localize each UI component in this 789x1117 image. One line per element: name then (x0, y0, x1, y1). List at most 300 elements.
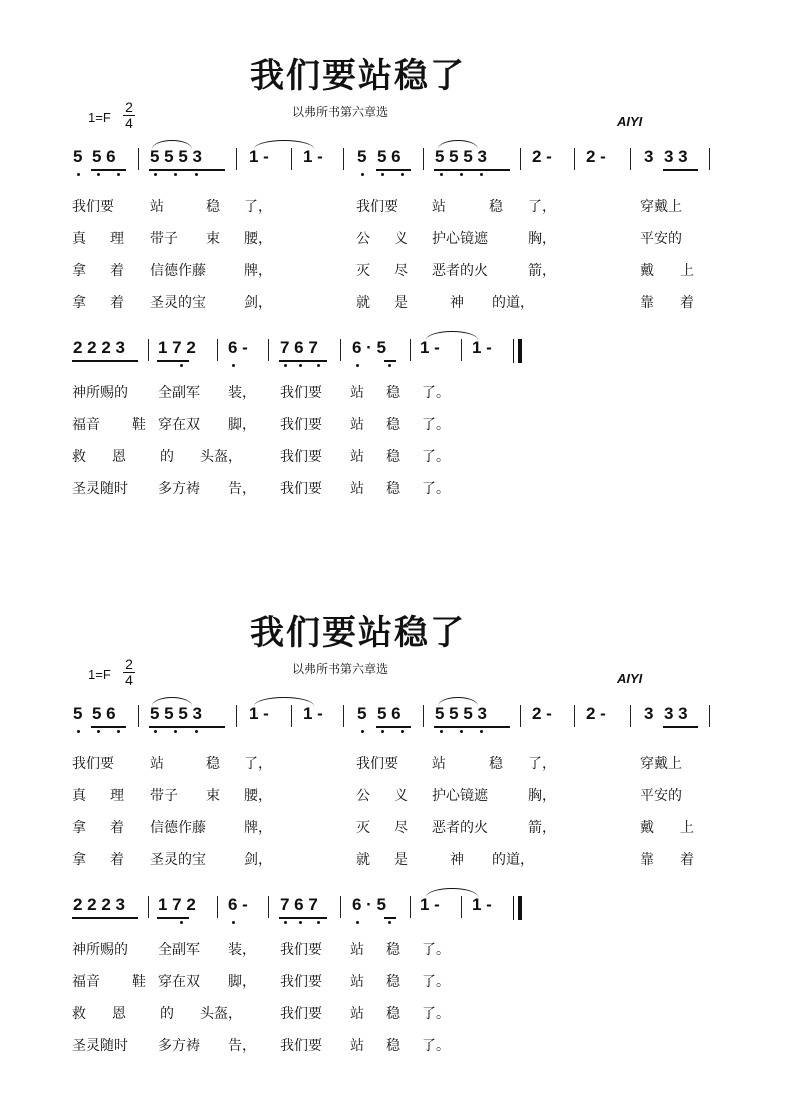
low-dot (154, 173, 157, 176)
barline (236, 148, 237, 170)
low-dot (356, 921, 359, 924)
low-dot (154, 730, 157, 733)
note: 5 (73, 147, 83, 166)
time-signature-top: 2 (125, 99, 133, 115)
lyric: 了， (528, 199, 556, 215)
underline (91, 726, 126, 728)
barline (343, 705, 344, 727)
lyric: 的 (160, 449, 174, 465)
barline (340, 896, 341, 918)
lyric: 圣灵的宝 (150, 852, 206, 868)
lyric: 恩 (112, 1006, 126, 1022)
lyric-line (0, 753, 789, 773)
barline (236, 705, 237, 727)
note-group: 1 - (303, 147, 323, 166)
lyric: 多方祷 (158, 481, 200, 497)
low-dot (388, 921, 391, 924)
lyric-line (0, 228, 789, 248)
lyric-line (0, 196, 789, 216)
low-dot (195, 730, 198, 733)
underline (279, 360, 327, 362)
note-group: 6 - (228, 895, 248, 914)
barline (148, 339, 149, 361)
lyric: 脚， (228, 417, 256, 433)
note-group: 2 - (586, 704, 606, 723)
lyric: 戴 (640, 263, 654, 279)
lyric: 稳 (386, 974, 400, 990)
lyric: 牌， (244, 820, 272, 836)
note-group: 2 - (586, 147, 606, 166)
lyric: 神所赐的 (72, 385, 128, 401)
notation-row-2 (0, 894, 789, 924)
lyric: 束 (206, 231, 220, 247)
lyric: 全副军 (158, 942, 200, 958)
lyric: 装， (228, 385, 256, 401)
underline (157, 917, 189, 919)
lyric: 胸， (528, 231, 556, 247)
lyric: 全副军 (158, 385, 200, 401)
notation-row-2 (0, 337, 789, 367)
lyric: 是 (394, 295, 408, 311)
song-subtitle: 以弗所书第六章选 (292, 105, 389, 119)
lyric: 鞋 (132, 417, 146, 433)
lyric: 就 (356, 295, 370, 311)
underline (157, 360, 189, 362)
lyric: 灭 (356, 820, 370, 836)
low-dot (401, 173, 404, 176)
lyric: 拿 (72, 852, 86, 868)
final-barline-thick (518, 339, 522, 363)
low-dot (480, 173, 483, 176)
lyric: 箭， (528, 263, 556, 279)
song-title: 我们要站稳了 (250, 56, 466, 96)
note-group: 1 7 2 (158, 338, 196, 357)
lyric: 着 (680, 295, 694, 311)
lyric: 信德作藤 (150, 263, 206, 279)
barline (148, 896, 149, 918)
barline (217, 896, 218, 918)
note-group: 5 6 (377, 147, 401, 166)
time-signature-bottom: 4 (125, 115, 133, 131)
barline (461, 339, 462, 361)
underline (384, 917, 396, 919)
lyric: 平安的 (640, 788, 682, 804)
lyric: 护心镜遮 (432, 231, 488, 247)
lyric: 稳 (386, 942, 400, 958)
note-group: 1 - (420, 895, 440, 914)
barline (520, 148, 521, 170)
lyric: 束 (206, 788, 220, 804)
low-dot (180, 364, 183, 367)
underline (72, 360, 138, 362)
time-signature-bottom: 4 (125, 672, 133, 688)
lyric: 穿在双 (158, 417, 200, 433)
lyric-line (0, 292, 789, 312)
lyric: 上 (680, 820, 694, 836)
underline (376, 169, 411, 171)
low-dot (284, 921, 287, 924)
lyric: 着 (110, 295, 124, 311)
lyric: 就 (356, 852, 370, 868)
lyric: 圣灵随时 (72, 1038, 128, 1054)
underline (72, 917, 138, 919)
underline (434, 726, 510, 728)
barline (138, 148, 139, 170)
lyric: 神 (450, 295, 464, 311)
barline (343, 148, 344, 170)
barline (423, 705, 424, 727)
lyric: 公 (356, 231, 370, 247)
final-barline-thick (518, 896, 522, 920)
barline (410, 339, 411, 361)
lyric: 站 (350, 449, 364, 465)
low-dot (77, 730, 80, 733)
low-dot (361, 730, 364, 733)
note: 5 (73, 704, 83, 723)
lyric: 是 (394, 852, 408, 868)
lyric: 剑， (244, 852, 272, 868)
underline (663, 169, 698, 171)
lyric: 穿在双 (158, 974, 200, 990)
low-dot (77, 173, 80, 176)
final-barline-thin (513, 339, 514, 363)
low-dot (317, 364, 320, 367)
lyric: 神 (450, 852, 464, 868)
lyric: 理 (110, 231, 124, 247)
lyric: 了， (528, 756, 556, 772)
lyric-line (0, 1035, 789, 1055)
lyric: 稳 (206, 199, 220, 215)
note-group: 5 5 5 3 (150, 704, 202, 723)
low-dot (174, 173, 177, 176)
underline (663, 726, 698, 728)
lyric: 了。 (422, 942, 450, 958)
lyric: 我们要 (280, 974, 322, 990)
note: 5 (357, 147, 367, 166)
low-dot (117, 173, 120, 176)
lyric: 我们要 (356, 199, 398, 215)
lyric: 腰， (244, 788, 272, 804)
lyric: 拿 (72, 820, 86, 836)
lyric: 了， (244, 199, 272, 215)
lyric: 站 (350, 974, 364, 990)
note-group: 2 2 2 3 (73, 895, 125, 914)
barline (138, 705, 139, 727)
lyric: 了。 (422, 449, 450, 465)
low-dot (381, 173, 384, 176)
lyric: 我们要 (280, 1006, 322, 1022)
note-group: 1 - (249, 147, 269, 166)
underline (376, 726, 411, 728)
barline (630, 148, 631, 170)
lyric: 靠 (640, 295, 654, 311)
lyric: 的道， (492, 295, 534, 311)
note-group: 6 - (228, 338, 248, 357)
lyric: 剑， (244, 295, 272, 311)
barline (291, 705, 292, 727)
lyric-line (0, 849, 789, 869)
lyric: 胸， (528, 788, 556, 804)
lyric-line (0, 785, 789, 805)
lyric-line (0, 446, 789, 466)
lyric: 站 (150, 199, 164, 215)
lyric: 着 (110, 820, 124, 836)
note: 3 (644, 704, 654, 723)
underline (384, 360, 396, 362)
low-dot (232, 921, 235, 924)
lyric: 稳 (386, 385, 400, 401)
low-dot (440, 730, 443, 733)
lyric: 恩 (112, 449, 126, 465)
lyric: 穿戴上 (640, 756, 682, 772)
lyric: 稳 (386, 417, 400, 433)
note-group: 5 5 5 3 (435, 147, 487, 166)
lyric-line (0, 1003, 789, 1023)
lyric: 尽 (394, 263, 408, 279)
low-dot (232, 364, 235, 367)
low-dot (480, 730, 483, 733)
lyric: 救 (72, 1006, 86, 1022)
lyric: 的道， (492, 852, 534, 868)
low-dot (195, 173, 198, 176)
lyric: 站 (350, 385, 364, 401)
lyric: 恶者的火 (432, 263, 488, 279)
lyric: 站 (350, 1038, 364, 1054)
note-group: 3 3 (664, 704, 688, 723)
lyric: 神所赐的 (72, 942, 128, 958)
lyric: 拿 (72, 295, 86, 311)
lyric: 理 (110, 788, 124, 804)
lyric: 装， (228, 942, 256, 958)
low-dot (299, 364, 302, 367)
lyric-line (0, 414, 789, 434)
lyric: 真 (72, 231, 86, 247)
lyric: 圣灵随时 (72, 481, 128, 497)
lyric: 真 (72, 788, 86, 804)
barline (340, 339, 341, 361)
lyric: 腰， (244, 231, 272, 247)
lyric: 圣灵的宝 (150, 295, 206, 311)
lyric: 恶者的火 (432, 820, 488, 836)
lyric: 箭， (528, 820, 556, 836)
low-dot (381, 730, 384, 733)
lyric: 我们要 (72, 756, 114, 772)
lyric: 上 (680, 263, 694, 279)
barline (574, 705, 575, 727)
lyric: 我们要 (280, 385, 322, 401)
lyric: 了。 (422, 481, 450, 497)
low-dot (180, 921, 183, 924)
lyric: 我们要 (280, 942, 322, 958)
low-dot (299, 921, 302, 924)
lyric: 我们要 (72, 199, 114, 215)
note-group: 2 - (532, 704, 552, 723)
lyric: 我们要 (280, 481, 322, 497)
note: 5 (357, 704, 367, 723)
lyric: 我们要 (280, 449, 322, 465)
lyric: 拿 (72, 263, 86, 279)
lyric: 我们要 (280, 417, 322, 433)
note-group: 1 - (249, 704, 269, 723)
lyric: 头盔， (200, 449, 242, 465)
lyric: 带子 (150, 231, 178, 247)
notation-row-1 (0, 146, 789, 176)
time-signature-top: 2 (125, 656, 133, 672)
lyric: 灭 (356, 263, 370, 279)
lyric: 平安的 (640, 231, 682, 247)
barline (574, 148, 575, 170)
lyric: 告， (228, 1038, 256, 1054)
note-group: 7 6 7 (280, 338, 318, 357)
lyric: 站 (350, 417, 364, 433)
notation-row-1 (0, 703, 789, 733)
barline (291, 148, 292, 170)
lyric: 脚， (228, 974, 256, 990)
time-signature (122, 657, 136, 688)
lyric: 福音 (72, 417, 100, 433)
note-group: 7 6 7 (280, 895, 318, 914)
lyric: 告， (228, 481, 256, 497)
key-signature: 1=F (88, 110, 111, 125)
lyric: 的 (160, 1006, 174, 1022)
lyric: 福音 (72, 974, 100, 990)
lyric: 戴 (640, 820, 654, 836)
lyric: 带子 (150, 788, 178, 804)
low-dot (460, 730, 463, 733)
note-group: 1 - (472, 338, 492, 357)
barline (423, 148, 424, 170)
note-group: 5 5 5 3 (150, 147, 202, 166)
low-dot (388, 364, 391, 367)
lyric: 义 (394, 788, 408, 804)
lyric: 稳 (386, 449, 400, 465)
song-title: 我们要站稳了 (250, 613, 466, 653)
song-author: AIYI (617, 671, 643, 686)
lyric: 着 (110, 263, 124, 279)
barline (268, 896, 269, 918)
lyric: 稳 (489, 756, 503, 772)
underline (434, 169, 510, 171)
barline (410, 896, 411, 918)
lyric: 义 (394, 231, 408, 247)
note-group: 1 7 2 (158, 895, 196, 914)
lyric: 稳 (386, 481, 400, 497)
lyric: 站 (350, 942, 364, 958)
low-dot (317, 921, 320, 924)
lyric: 稳 (386, 1038, 400, 1054)
lyric: 多方祷 (158, 1038, 200, 1054)
underline (279, 917, 327, 919)
lyric-line (0, 939, 789, 959)
underline (91, 169, 126, 171)
note-group: 5 6 (377, 704, 401, 723)
lyric: 靠 (640, 852, 654, 868)
note-group: 3 3 (664, 147, 688, 166)
key-signature: 1=F (88, 667, 111, 682)
lyric-line (0, 382, 789, 402)
note-group: 1 - (420, 338, 440, 357)
note-group: 2 2 2 3 (73, 338, 125, 357)
underline (149, 169, 225, 171)
lyric: 稳 (489, 199, 503, 215)
time-signature (122, 100, 136, 131)
lyric: 站 (350, 1006, 364, 1022)
note-group: 1 - (303, 704, 323, 723)
note-group: 6 · 5 (352, 338, 387, 357)
lyric: 了， (244, 756, 272, 772)
lyric-line (0, 260, 789, 280)
lyric: 稳 (386, 1006, 400, 1022)
lyric: 了。 (422, 1038, 450, 1054)
barline (217, 339, 218, 361)
final-barline-thin (513, 896, 514, 920)
note-group: 5 6 (92, 147, 116, 166)
low-dot (97, 730, 100, 733)
low-dot (356, 364, 359, 367)
lyric: 了。 (422, 385, 450, 401)
lyric: 了。 (422, 974, 450, 990)
barline (520, 705, 521, 727)
low-dot (440, 173, 443, 176)
lyric: 稳 (206, 756, 220, 772)
note-group: 1 - (472, 895, 492, 914)
lyric: 我们要 (280, 1038, 322, 1054)
score-sheet-1 (0, 0, 789, 540)
barline (709, 148, 710, 170)
note-group: 5 5 5 3 (435, 704, 487, 723)
lyric: 了。 (422, 1006, 450, 1022)
low-dot (117, 730, 120, 733)
barline (709, 705, 710, 727)
barline (461, 896, 462, 918)
note-group: 6 · 5 (352, 895, 387, 914)
lyric: 了。 (422, 417, 450, 433)
low-dot (284, 364, 287, 367)
lyric: 牌， (244, 263, 272, 279)
song-subtitle: 以弗所书第六章选 (292, 662, 389, 676)
low-dot (97, 173, 100, 176)
barline (268, 339, 269, 361)
lyric: 头盔， (200, 1006, 242, 1022)
low-dot (401, 730, 404, 733)
lyric: 鞋 (132, 974, 146, 990)
note-group: 5 6 (92, 704, 116, 723)
lyric: 护心镜遮 (432, 788, 488, 804)
lyric: 站 (432, 756, 446, 772)
score-sheet-2 (0, 557, 789, 1097)
lyric: 我们要 (356, 756, 398, 772)
low-dot (361, 173, 364, 176)
lyric: 穿戴上 (640, 199, 682, 215)
lyric-line (0, 971, 789, 991)
lyric: 信德作藤 (150, 820, 206, 836)
low-dot (174, 730, 177, 733)
note-group: 2 - (532, 147, 552, 166)
note: 3 (644, 147, 654, 166)
lyric: 着 (110, 852, 124, 868)
lyric: 尽 (394, 820, 408, 836)
lyric: 站 (432, 199, 446, 215)
lyric: 站 (150, 756, 164, 772)
barline (630, 705, 631, 727)
lyric-line (0, 478, 789, 498)
lyric: 着 (680, 852, 694, 868)
lyric: 站 (350, 481, 364, 497)
lyric: 救 (72, 449, 86, 465)
low-dot (460, 173, 463, 176)
underline (149, 726, 225, 728)
song-author: AIYI (617, 114, 643, 129)
